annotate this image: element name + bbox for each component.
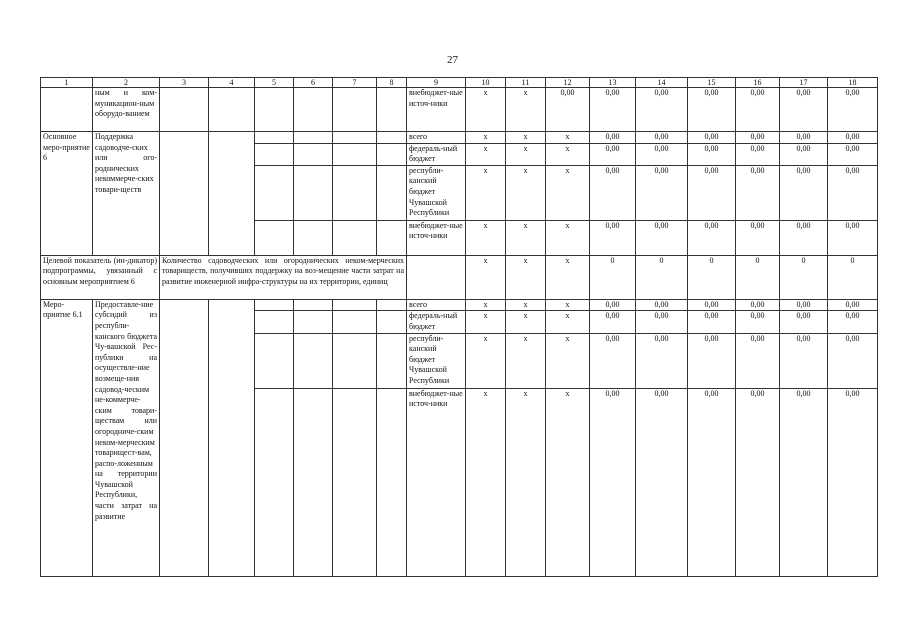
empty-cell [160, 88, 209, 132]
empty-cell [294, 388, 333, 576]
value-cell: 0,00 [546, 88, 590, 132]
empty-cell [377, 143, 407, 165]
empty-cell [333, 333, 377, 388]
empty-cell [160, 132, 209, 256]
value-cell: 0,00 [780, 88, 828, 132]
value-cell: 0,00 [780, 299, 828, 311]
empty-cell [255, 311, 294, 333]
value-cell: 0,00 [780, 165, 828, 220]
empty-cell [255, 220, 294, 255]
event-title-cell [41, 88, 93, 132]
indicator-description-cell: Количество садоводческих или огороднических неком-мерческих товариществ, получивших поддержку на воз-мещение части затрат на развитие инженерной инфра-структуры на их территории, единиц [160, 255, 407, 299]
value-cell: x [546, 165, 590, 220]
value-cell: x [466, 299, 506, 311]
value-cell: 0,00 [736, 333, 780, 388]
value-cell: 0,00 [736, 165, 780, 220]
value-cell: x [466, 388, 506, 576]
value-cell: x [506, 132, 546, 144]
value-cell: x [466, 132, 506, 144]
column-number: 16 [736, 78, 780, 88]
value-cell: x [546, 132, 590, 144]
value-cell: x [506, 333, 546, 388]
event-title-cell: Меро-приятие 6.1 [41, 299, 93, 576]
value-cell: x [546, 220, 590, 255]
value-cell: x [466, 311, 506, 333]
empty-cell [255, 143, 294, 165]
value-cell: x [506, 143, 546, 165]
value-cell: 0 [828, 255, 878, 299]
empty-cell [209, 132, 255, 256]
event-title-cell: Основное меро-приятие 6 [41, 132, 93, 256]
column-number: 8 [377, 78, 407, 88]
empty-cell [294, 333, 333, 388]
value-cell: 0,00 [590, 333, 636, 388]
value-cell: x [506, 388, 546, 576]
empty-cell [255, 132, 294, 144]
empty-cell [294, 165, 333, 220]
column-number: 13 [590, 78, 636, 88]
value-cell: 0,00 [688, 388, 736, 576]
empty-cell [255, 299, 294, 311]
value-cell: x [546, 143, 590, 165]
target-indicator-row [41, 255, 878, 299]
value-cell: x [466, 255, 506, 299]
program-table [40, 77, 878, 577]
column-number: 17 [780, 78, 828, 88]
funding-source-cell: внебюджет-ные источ-ники [407, 88, 466, 132]
empty-cell [333, 388, 377, 576]
funding-source-cell: республи-канский бюджет Чувашской Республики [407, 165, 466, 220]
value-cell: 0,00 [736, 88, 780, 132]
value-cell: x [506, 88, 546, 132]
empty-cell [294, 220, 333, 255]
event-name-cell: Поддержка садоводче-ских или ого-роднических некоммерче-ских товари-ществ [93, 132, 160, 256]
empty-cell [333, 165, 377, 220]
value-cell: x [506, 165, 546, 220]
value-cell: 0,00 [688, 88, 736, 132]
empty-cell [294, 299, 333, 311]
value-cell: 0,00 [736, 388, 780, 576]
funding-source-cell: республи-канский бюджет Чувашской Республики [407, 333, 466, 388]
value-cell: 0,00 [736, 220, 780, 255]
value-cell: 0 [736, 255, 780, 299]
empty-cell [377, 132, 407, 144]
value-cell: 0,00 [636, 311, 688, 333]
value-cell: 0,00 [828, 132, 878, 144]
value-cell: 0 [636, 255, 688, 299]
column-number: 9 [407, 78, 466, 88]
value-cell: 0,00 [736, 299, 780, 311]
value-cell: x [506, 311, 546, 333]
value-cell: 0,00 [828, 333, 878, 388]
value-cell: 0,00 [590, 388, 636, 576]
empty-cell [377, 165, 407, 220]
column-number: 7 [333, 78, 377, 88]
empty-cell [377, 388, 407, 576]
value-cell: 0,00 [590, 132, 636, 144]
empty-cell [333, 132, 377, 144]
column-number: 6 [294, 78, 333, 88]
value-cell: 0,00 [636, 88, 688, 132]
column-number: 1 [41, 78, 93, 88]
value-cell: 0,00 [590, 88, 636, 132]
value-cell: x [506, 255, 546, 299]
value-cell: 0,00 [828, 143, 878, 165]
column-number: 5 [255, 78, 294, 88]
column-number: 3 [160, 78, 209, 88]
empty-cell [294, 143, 333, 165]
column-number: 11 [506, 78, 546, 88]
funding-source-cell: всего [407, 299, 466, 311]
column-number: 4 [209, 78, 255, 88]
value-cell: 0,00 [590, 165, 636, 220]
value-cell: x [466, 143, 506, 165]
value-cell: 0,00 [688, 299, 736, 311]
empty-cell [407, 255, 466, 299]
value-cell: 0,00 [780, 333, 828, 388]
value-cell: 0,00 [636, 143, 688, 165]
column-number: 2 [93, 78, 160, 88]
value-cell: x [546, 388, 590, 576]
value-cell: 0,00 [828, 311, 878, 333]
empty-cell [209, 88, 255, 132]
value-cell: 0 [688, 255, 736, 299]
empty-cell [209, 299, 255, 576]
event-name-cell: ным и ком-муникацион-ным оборудо-ванием [93, 88, 160, 132]
value-cell: 0,00 [636, 388, 688, 576]
funding-source-cell: внебюджет-ные источ-ники [407, 388, 466, 576]
column-number: 14 [636, 78, 688, 88]
value-cell: 0,00 [828, 388, 878, 576]
value-cell: 0,00 [780, 311, 828, 333]
value-cell: 0,00 [736, 143, 780, 165]
empty-cell [160, 299, 209, 576]
empty-cell [333, 143, 377, 165]
funding-source-cell: федераль-ный бюджет [407, 143, 466, 165]
empty-cell [377, 311, 407, 333]
column-number: 10 [466, 78, 506, 88]
value-cell: 0,00 [688, 311, 736, 333]
value-cell: 0,00 [828, 299, 878, 311]
indicator-label-cell: Целевой показатель (ин-дикатор) подпрограммы, увязанный с основным мероприятием 6 [41, 255, 160, 299]
value-cell: x [506, 220, 546, 255]
value-cell: x [506, 299, 546, 311]
empty-cell [377, 88, 407, 132]
value-cell: 0 [780, 255, 828, 299]
value-cell: 0,00 [828, 165, 878, 220]
column-number: 15 [688, 78, 736, 88]
value-cell: 0,00 [688, 333, 736, 388]
empty-cell [294, 311, 333, 333]
value-cell: 0,00 [780, 143, 828, 165]
value-cell: 0,00 [636, 333, 688, 388]
empty-cell [255, 88, 294, 132]
value-cell: 0,00 [590, 299, 636, 311]
value-cell: x [466, 88, 506, 132]
empty-cell [377, 333, 407, 388]
value-cell: x [466, 333, 506, 388]
table-body [41, 78, 878, 577]
value-cell: 0,00 [736, 132, 780, 144]
value-cell: 0,00 [780, 132, 828, 144]
empty-cell [294, 132, 333, 144]
empty-cell [255, 165, 294, 220]
main-event-6-row [41, 132, 878, 144]
value-cell: 0,00 [780, 220, 828, 255]
value-cell: 0,00 [688, 143, 736, 165]
value-cell: 0,00 [590, 311, 636, 333]
value-cell: 0,00 [636, 220, 688, 255]
column-number: 18 [828, 78, 878, 88]
value-cell: 0,00 [636, 299, 688, 311]
column-number-row [41, 78, 878, 88]
value-cell: 0,00 [736, 311, 780, 333]
empty-cell [333, 88, 377, 132]
event-6-1-row [41, 299, 878, 311]
empty-cell [333, 299, 377, 311]
value-cell: 0,00 [636, 165, 688, 220]
value-cell: 0,00 [828, 220, 878, 255]
value-cell: 0 [590, 255, 636, 299]
value-cell: x [466, 220, 506, 255]
empty-cell [294, 88, 333, 132]
value-cell: 0,00 [590, 143, 636, 165]
empty-cell [377, 220, 407, 255]
value-cell: 0,00 [636, 132, 688, 144]
value-cell: 0,00 [688, 132, 736, 144]
funding-source-cell: всего [407, 132, 466, 144]
funding-source-cell: внебюджет-ные источ-ники [407, 220, 466, 255]
value-cell: 0,00 [688, 165, 736, 220]
funding-source-cell: федераль-ный бюджет [407, 311, 466, 333]
column-number: 12 [546, 78, 590, 88]
empty-cell [255, 333, 294, 388]
continuation-row [41, 88, 878, 132]
value-cell: 0,00 [780, 388, 828, 576]
event-name-cell: Предоставле-ние субсидий из республи-канского бюджета Чу-вашской Рес-публики на осуществле-ние возмеще-ния садовод-ческим не-коммерче-ским товари-ществам или огородниче-ским неком-мерческим товарищест-вам, распо-ложенным на территории Чувашской Республики, части затрат на развитие [93, 299, 160, 576]
value-cell: x [546, 333, 590, 388]
value-cell: 0,00 [688, 220, 736, 255]
value-cell: x [546, 311, 590, 333]
empty-cell [377, 299, 407, 311]
value-cell: 0,00 [828, 88, 878, 132]
empty-cell [333, 311, 377, 333]
value-cell: x [466, 165, 506, 220]
value-cell: 0,00 [590, 220, 636, 255]
value-cell: x [546, 255, 590, 299]
value-cell: x [546, 299, 590, 311]
empty-cell [255, 388, 294, 576]
page-number: 27 [447, 54, 458, 66]
empty-cell [333, 220, 377, 255]
